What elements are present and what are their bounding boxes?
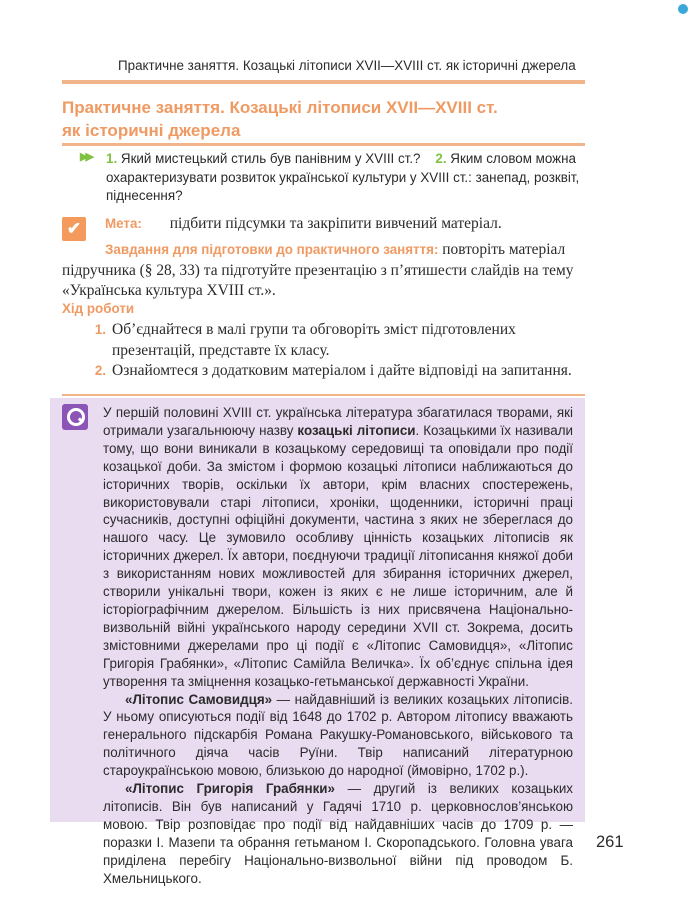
running-header: Практичне заняття. Козацькі літописи XVII—XVIII ст. як історичні джерела <box>118 58 576 73</box>
divider <box>62 143 585 146</box>
list-item <box>62 361 585 382</box>
bold-term: «Літопис Самовидця» <box>125 691 273 707</box>
review-questions <box>106 150 581 206</box>
step-text: Об’єднайтеся в малі групи та обговоріть зміст підготовлених презентацій, представте їх класу. <box>112 321 516 359</box>
divider <box>62 394 585 396</box>
task-label: Завдання для підготовки до практичного заняття: <box>105 242 439 257</box>
question-number: 2. <box>435 151 447 166</box>
question-text: Яким словом можна охарактеризувати розвиток української культури у XVIII ст.: занепад, розквіт, піднесення? <box>106 151 580 203</box>
list-item <box>62 320 585 361</box>
magnifier-icon <box>62 404 88 430</box>
goal-label: Мета: <box>105 216 142 231</box>
divider <box>62 80 585 84</box>
paragraph <box>103 691 573 781</box>
reading-text <box>103 404 573 887</box>
text-run: — другий із великих козацьких літописів. Він був написаний у Гадячі 1710 р. церковнослов’янською мовою. Твір розповідає про події від найдавніших часів до 1709 р. — поразки І. Мазепи та обрання гетьманом І. Скоропадського. Головна увага приділена перебігу Національно-визвольної війни під проводом Б. Хмельницького. <box>103 781 573 886</box>
text-run: . Козацькими їх називали тому, що вони виникали в козацькому середовищі та оповідали про події козацької доби. За змістом і формою козацькі літописи наближаються до історичних творів, оскільки їх автори, крім власних спостережень, використовували старі літописи, хроніки, щоденники, історичні праці сучасників, доступні офіційні документи, частина з яких не збереглася до нашого часу. Це зумовило особливу цінність козацьких літописів як історичних джерел. Їх автори, поєднуючи традиції літописання княжої доби з використанням нових можливостей для збирання історичних джерел, створили унікальні твори, кожен із яких є не лише історичним, але й історіографічним джерелом. Більшість із них присвячена Національно-визвольній війні українського народу середини XVII ст. Зокрема, досить змістовними джерелами про ці події є «Літопис Самовидця», «Літопис Григорія Грабянки», «Літопис Самійла Величка». Їх об’єднує спільна ідея утворення та зміцнення козацько-гетьманської державності України. <box>103 422 573 689</box>
bold-term: козацькі літописи <box>297 422 416 438</box>
steps-heading: Хід роботи <box>62 301 135 316</box>
checkmark-icon: ✔ <box>62 217 86 241</box>
question-number: 1. <box>106 151 118 166</box>
paragraph <box>103 404 573 691</box>
paragraph <box>103 780 573 887</box>
question-text: Який мистецький стиль був панівним у XVIII ст.? <box>120 151 421 166</box>
text-run: У першій половині XVIII ст. українська література збагатилася творами, які отримали узагальнюючу назву <box>103 405 573 438</box>
task-text: повторіть матеріал підручника (§ 28, 33) та підготуйте презентацію з п’ятишести слайдів на тему «Українська культура XVIII ст.». <box>62 241 574 299</box>
corner-logo-icon <box>678 4 688 14</box>
step-number: 2. <box>94 363 106 378</box>
bold-term: «Літопис Григорія Грабянки» <box>125 781 335 797</box>
lesson-title <box>62 96 562 142</box>
page-number: 261 <box>596 833 624 851</box>
lesson-goal <box>105 214 585 234</box>
goal-text: підбити підсумки та закріпити вивчений матеріал. <box>169 215 502 232</box>
lesson-title-line-2: як історичні джерела <box>62 121 241 140</box>
preparation-task-text <box>62 240 585 302</box>
step-text: Ознайомтеся з додатковим матеріалом і дайте відповіді на запитання. <box>112 362 572 379</box>
steps-list <box>62 320 585 382</box>
double-arrow-icon: ▶▶ <box>80 151 91 163</box>
lesson-title-line-1: Практичне заняття. Козацькі літописи XVII—XVIII ст. <box>62 98 498 117</box>
step-number: 1. <box>94 322 106 337</box>
text-run: — найдавніший із великих козацьких літописів. У ньому описуються події від 1648 до 1702 р. Автором літопису вважають генерального підскарбія Романа Ракушку-Романовського, військового та політичного діяча часів Руїни. Твір написаний літературною староукраїнською мовою, близькою до народної (ймовірно, 1702 р.). <box>103 691 573 779</box>
